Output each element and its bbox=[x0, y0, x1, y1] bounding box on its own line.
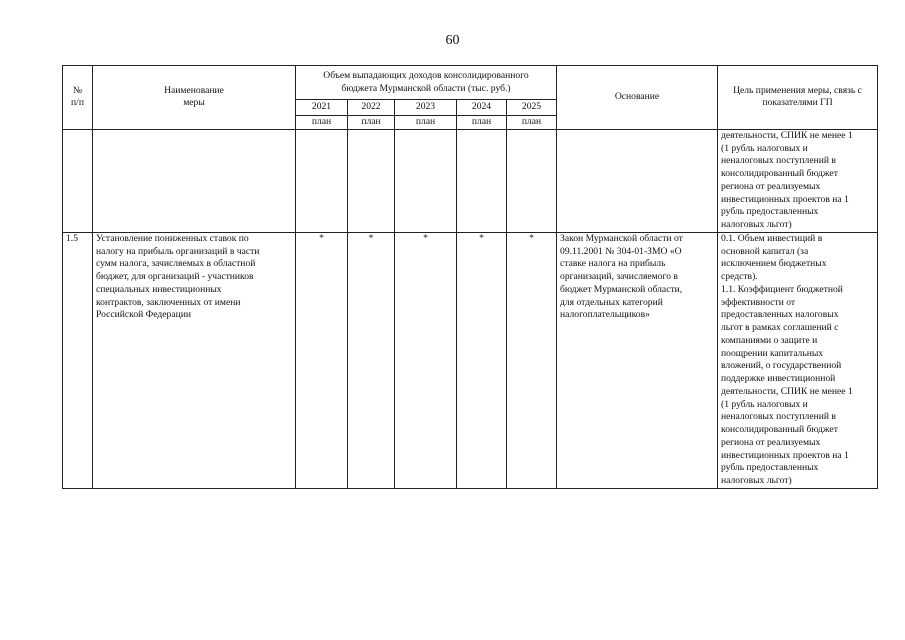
header-basis: Основание bbox=[557, 66, 718, 130]
header-year-2024: 2024 bbox=[457, 100, 507, 116]
header-plan-2024: план bbox=[457, 116, 507, 130]
row-value-2023: * bbox=[395, 232, 457, 488]
row-basis: Закон Мурманской области от 09.11.2001 № 304-01-ЗМО «О ставке налога на прибыль организаций, зачисляемого в бюджет Мурманской области, для отдельных категорий налогоплательщиков» bbox=[557, 232, 718, 488]
table-row bbox=[63, 232, 878, 488]
header-year-2025: 2025 bbox=[507, 100, 557, 116]
table-row bbox=[63, 129, 878, 232]
row-value-2025: * bbox=[507, 232, 557, 488]
row-num bbox=[63, 129, 93, 232]
header-goal: Цель применения меры, связь с показателями ГП bbox=[718, 66, 878, 130]
header-plan-2025: план bbox=[507, 116, 557, 130]
row-goal: 0.1. Объем инвестиций в основной капитал (за исключением бюджетных средств). 1.1. Коэффициент бюджетной эффективности от предоставленных налоговых льгот в рамках соглашений с компаниями о защите и поощрении капитальных вложений, о государственной поддержке инвестиционной деятельности, СПИК не менее 1 (1 рубль налоговых и неналоговых поступлений в консолидированный бюджет региона от реализуемых инвестиционных проектов на 1 рубль предоставленных налоговых льгот) bbox=[718, 232, 878, 488]
row-value-2022 bbox=[348, 129, 395, 232]
header-plan-2021: план bbox=[296, 116, 348, 130]
header-volume: Объем выпадающих доходов консолидированного бюджета Мурманской области (тыс. руб.) bbox=[296, 66, 557, 100]
measures-table bbox=[62, 65, 878, 489]
header-plan-2022: план bbox=[348, 116, 395, 130]
row-value-2021: * bbox=[296, 232, 348, 488]
row-value-2021 bbox=[296, 129, 348, 232]
row-basis bbox=[557, 129, 718, 232]
row-name: Установление пониженных ставок по налогу на прибыль организаций в части сумм налога, зачисляемых в областной бюджет, для организаций - участников специальных инвестиционных контрактов, заключенных от имени Российской Федерации bbox=[93, 232, 296, 488]
row-value-2022: * bbox=[348, 232, 395, 488]
header-num: № п/п bbox=[63, 66, 93, 130]
page-number: 60 bbox=[445, 33, 460, 48]
header-year-2023: 2023 bbox=[395, 100, 457, 116]
row-num: 1.5 bbox=[63, 232, 93, 488]
row-value-2024 bbox=[457, 129, 507, 232]
header-year-2021: 2021 bbox=[296, 100, 348, 116]
row-value-2024: * bbox=[457, 232, 507, 488]
header-row-1 bbox=[63, 66, 878, 100]
row-goal: деятельности, СПИК не менее 1 (1 рубль налоговых и неналоговых поступлений в консолидированный бюджет региона от реализуемых инвестиционных проектов на 1 рубль предоставленных налоговых льгот) bbox=[718, 129, 878, 232]
header-plan-2023: план bbox=[395, 116, 457, 130]
header-name: Наименование меры bbox=[93, 66, 296, 130]
row-name bbox=[93, 129, 296, 232]
row-value-2025 bbox=[507, 129, 557, 232]
header-year-2022: 2022 bbox=[348, 100, 395, 116]
row-value-2023 bbox=[395, 129, 457, 232]
